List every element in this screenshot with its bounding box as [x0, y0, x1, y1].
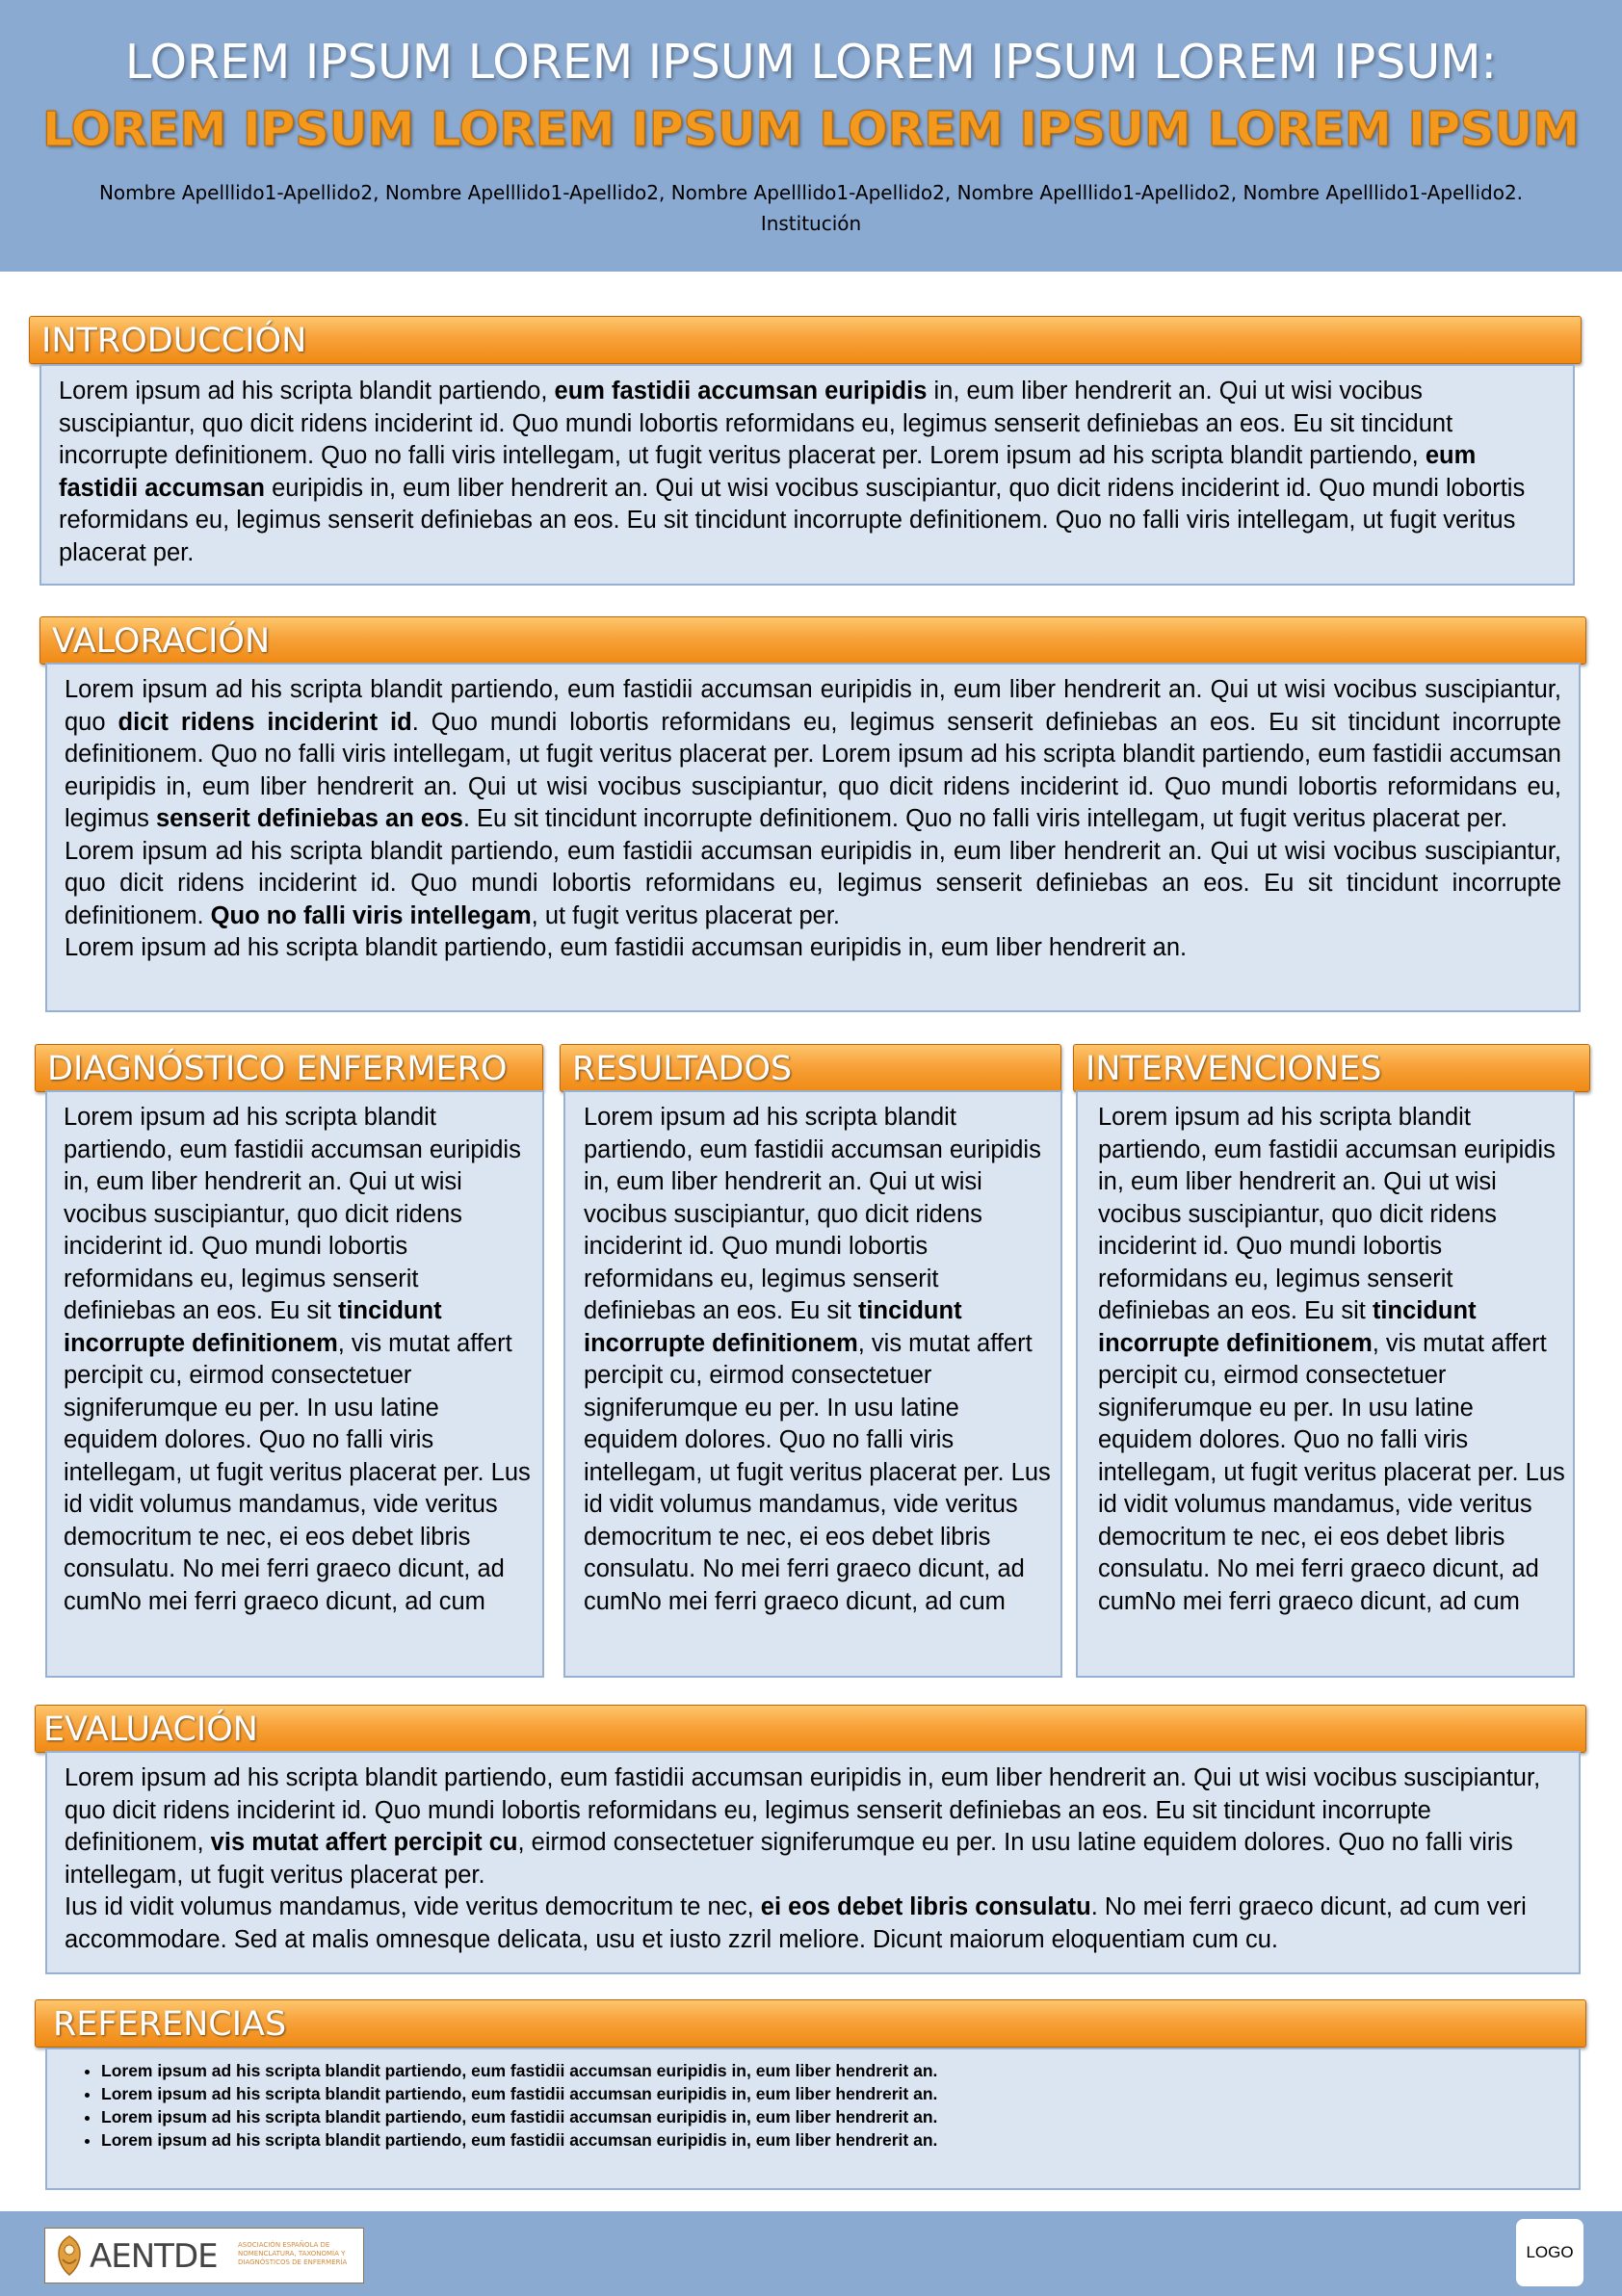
section-header-intervenciones: INTERVENCIONES	[1073, 1044, 1590, 1092]
evaluacion-paragraph-2: Ius id vidit volumus mandamus, vide veritus democritum te nec, ei eos debet libris consulatu. No mei ferri graeco dicunt, ad cum veri accommodare. Sed at malis omnesque delicata, usu et iusto zzril meliore. Dicunt maiorum eloquentiam cum cu.	[65, 1893, 1527, 1953]
aentde-logo	[44, 2228, 364, 2283]
poster-title-line1: LOREM IPSUM LOREM IPSUM LOREM IPSUM LOREM IPSUM:	[124, 35, 1498, 90]
section-header-introduccion: INTRODUCCIÓN	[29, 316, 1582, 364]
references-list	[66, 2059, 1559, 2152]
section-header-resultados: RESULTADOS	[560, 1044, 1061, 1092]
diagnostico-paragraph: Lorem ipsum ad his scripta blandit partiendo, eum fastidii accumsan euripidis in, eum liber hendrerit an. Qui ut wisi vocibus suscipiantur, quo dicit ridens inciderint id. Quo mundi lobortis reformidans eu, legimus senserit definiebas an eos. Eu sit tincidunt incorrupte definitionem, vis mutat affert percipit cu, eirmod consectetuer signiferumque eu per. In usu latine equidem dolores. Quo no falli viris intellegam, ut fugit veritus placerat per. Lus id vidit volumus mandamus, vide veritus democritum te nec, ei eos debet libris consulatu. No mei ferri graeco dicunt, ad cumNo mei ferri graeco dicunt, ad cum	[64, 1104, 531, 1615]
aentde-emblem-icon	[53, 2234, 86, 2277]
section-body-referencias	[45, 2048, 1581, 2190]
authors-block	[29, 177, 1593, 239]
logo-label: LOGO	[1526, 2243, 1574, 2261]
reference-item: • Lorem ipsum ad his scripta blandit partiendo, eum fastidii accumsan euripidis in, eum liber hendrerit an.	[101, 2059, 1559, 2082]
aentde-name: AENTDE	[90, 2237, 218, 2276]
valoracion-paragraph-3: Lorem ipsum ad his scripta blandit partiendo, eum fastidii accumsan euripidis in, eum liber hendrerit an.	[65, 934, 1188, 961]
resultados-paragraph: Lorem ipsum ad his scripta blandit partiendo, eum fastidii accumsan euripidis in, eum liber hendrerit an. Qui ut wisi vocibus suscipiantur, quo dicit ridens inciderint id. Quo mundi lobortis reformidans eu, legimus senserit definiebas an eos. Eu sit tincidunt incorrupte definitionem, vis mutat affert percipit cu, eirmod consectetuer signiferumque eu per. In usu latine equidem dolores. Quo no falli viris intellegam, ut fugit veritus placerat per. Lus id vidit volumus mandamus, vide veritus democritum te nec, ei eos debet libris consulatu. No mei ferri graeco dicunt, ad cumNo mei ferri graeco dicunt, ad cum	[584, 1104, 1051, 1615]
evaluacion-paragraph-1: Lorem ipsum ad his scripta blandit partiendo, eum fastidii accumsan euripidis in, eum liber hendrerit an. Qui ut wisi vocibus suscipiantur, quo dicit ridens inciderint id. Quo mundi lobortis reformidans eu, legimus senserit definiebas an eos. Eu sit tincidunt incorrupte definitionem, vis mutat affert percipit cu, eirmod consectetuer signiferumque eu per. In usu latine equidem dolores. Quo no falli viris intellegam, ut fugit veritus placerat per.	[65, 1764, 1541, 1889]
reference-item: • Lorem ipsum ad his scripta blandit partiendo, eum fastidii accumsan euripidis in, eum liber hendrerit an.	[101, 2128, 1559, 2152]
introduccion-paragraph: Lorem ipsum ad his scripta blandit partiendo, eum fastidii accumsan euripidis in, eum liber hendrerit an. Qui ut wisi vocibus suscipiantur, quo dicit ridens inciderint id. Quo mundi lobortis reformidans eu, legimus senserit definiebas an eos. Eu sit tincidunt incorrupte definitionem. Quo no falli viris intellegam, ut fugit veritus placerat per. Lorem ipsum ad his scripta blandit partiendo, eum fastidii accumsan euripidis in, eum liber hendrerit an. Qui ut wisi vocibus suscipiantur, quo dicit ridens inciderint id. Quo mundi lobortis reformidans eu, legimus senserit definiebas an eos. Eu sit tincidunt incorrupte definitionem. Quo no falli viris intellegam, ut fugit veritus placerat per.	[59, 378, 1526, 566]
section-body-diagnostico	[45, 1090, 544, 1678]
section-body-intervenciones	[1076, 1090, 1575, 1678]
authors-list: Nombre Apelllido1-Apellido2, Nombre Apelllido1-Apellido2, Nombre Apelllido1-Apellido2, Nombre Apelllido1-Apellido2, Nombre Apelllido1-Apellido2.	[98, 181, 1524, 204]
intervenciones-paragraph: Lorem ipsum ad his scripta blandit partiendo, eum fastidii accumsan euripidis in, eum liber hendrerit an. Qui ut wisi vocibus suscipiantur, quo dicit ridens inciderint id. Quo mundi lobortis reformidans eu, legimus senserit definiebas an eos. Eu sit tincidunt incorrupte definitionem, vis mutat affert percipit cu, eirmod consectetuer signiferumque eu per. In usu latine equidem dolores. Quo no falli viris intellegam, ut fugit veritus placerat per. Lus id vidit volumus mandamus, vide veritus democritum te nec, ei eos debet libris consulatu. No mei ferri graeco dicunt, ad cumNo mei ferri graeco dicunt, ad cum	[1098, 1104, 1565, 1615]
reference-item: • Lorem ipsum ad his scripta blandit partiendo, eum fastidii accumsan euripidis in, eum liber hendrerit an.	[101, 2105, 1559, 2128]
institution: Institución	[760, 212, 862, 235]
section-body-valoracion	[45, 663, 1581, 1012]
section-body-introduccion	[39, 364, 1575, 586]
reference-item: • Lorem ipsum ad his scripta blandit partiendo, eum fastidii accumsan euripidis in, eum liber hendrerit an.	[101, 2082, 1559, 2105]
section-body-evaluacion	[45, 1751, 1581, 1974]
aentde-description: ASOCIACIÓN ESPAÑOLA DE NOMENCLATURA, TAXONOMÍA Y DIAGNÓSTICOS DE ENFERMERÍA	[238, 2241, 348, 2266]
section-body-resultados	[563, 1090, 1062, 1678]
section-header-valoracion: VALORACIÓN	[39, 616, 1586, 665]
logo-placeholder	[1516, 2219, 1583, 2286]
valoracion-paragraph-1: Lorem ipsum ad his scripta blandit partiendo, eum fastidii accumsan euripidis in, eum liber hendrerit an. Qui ut wisi vocibus suscipiantur, quo dicit ridens inciderint id. Quo mundi lobortis reformidans eu, legimus senserit definiebas an eos. Eu sit tincidunt incorrupte definitionem. Quo no falli viris intellegam, ut fugit veritus placerat per. Lorem ipsum ad his scripta blandit partiendo, eum fastidii accumsan euripidis in, eum liber hendrerit an. Qui ut wisi vocibus suscipiantur, quo dicit ridens inciderint id. Quo mundi lobortis reformidans eu, legimus senserit definiebas an eos. Eu sit tincidunt incorrupte definitionem. Quo no falli viris intellegam, ut fugit veritus placerat per.	[65, 676, 1561, 832]
section-header-referencias: REFERENCIAS	[35, 1999, 1586, 2048]
section-header-evaluacion: EVALUACIÓN	[35, 1705, 1586, 1753]
poster-title-line2: LOREM IPSUM LOREM IPSUM LOREM IPSUM LOREM IPSUM	[42, 102, 1580, 157]
section-header-diagnostico: DIAGNÓSTICO ENFERMERO	[35, 1044, 543, 1092]
valoracion-paragraph-2: Lorem ipsum ad his scripta blandit partiendo, eum fastidii accumsan euripidis in, eum liber hendrerit an. Qui ut wisi vocibus suscipiantur, quo dicit ridens inciderint id. Quo mundi lobortis reformidans eu, legimus senserit definiebas an eos. Eu sit tincidunt incorrupte definitionem. Quo no falli viris intellegam, ut fugit veritus placerat per.	[65, 837, 1561, 929]
